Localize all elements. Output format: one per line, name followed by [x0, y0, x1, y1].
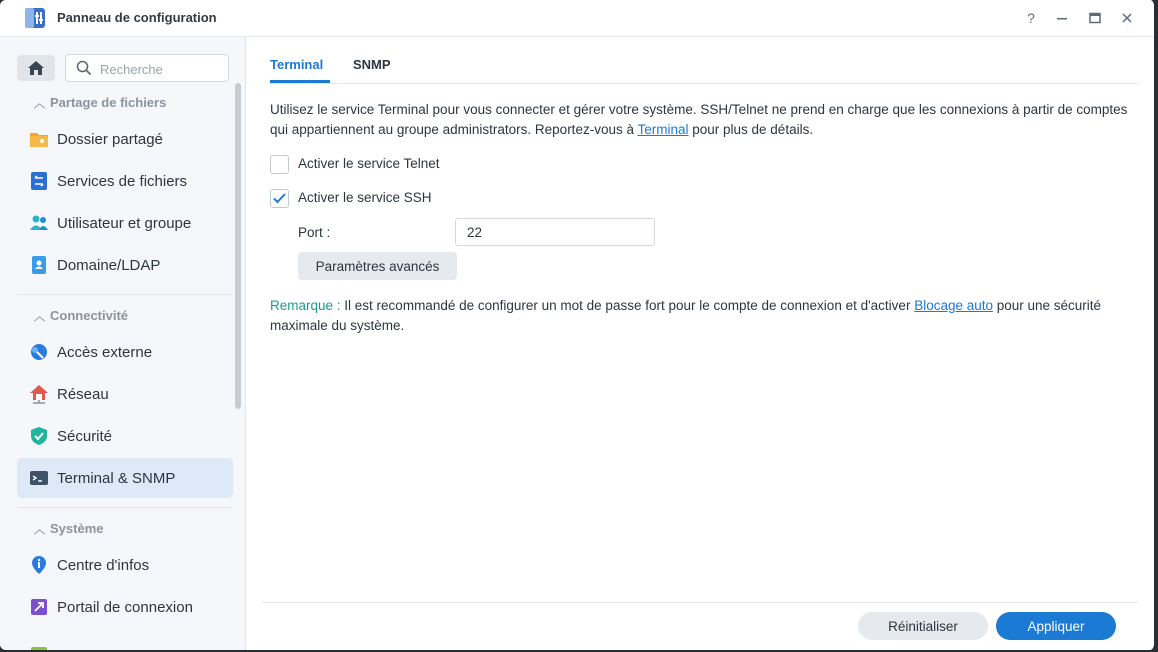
sidebar-item-terminal-snmp[interactable]: [17, 458, 233, 498]
section-header-system[interactable]: [34, 521, 103, 537]
checkmark-icon: [271, 190, 288, 207]
terminal-help-link[interactable]: Terminal: [637, 122, 689, 137]
apply-button[interactable]: Appliquer: [996, 612, 1116, 640]
domain-ldap-icon: [29, 255, 49, 275]
minimize-icon: [1056, 12, 1068, 24]
advanced-settings-button[interactable]: Paramètres avancés: [298, 252, 457, 280]
security-note: [270, 296, 1140, 336]
close-icon: [1121, 12, 1133, 24]
tab-terminal[interactable]: Terminal: [270, 57, 324, 72]
home-icon: [27, 60, 45, 76]
control-panel-app-icon: [24, 7, 46, 29]
sidebar-item-security[interactable]: [17, 416, 233, 456]
user-group-icon: [29, 213, 49, 233]
section-header-connectivity[interactable]: [34, 308, 128, 324]
port-label: Port :: [298, 225, 331, 240]
sidebar-item-domain-ldap[interactable]: [17, 245, 233, 285]
login-portal-icon: [29, 597, 49, 617]
network-icon: [29, 384, 49, 404]
sidebar-item-network[interactable]: [17, 374, 233, 414]
note-label: Remarque :: [270, 298, 341, 313]
reset-button[interactable]: Réinitialiser: [858, 612, 988, 640]
section-divider: [17, 294, 232, 295]
title-bar: [0, 0, 1154, 37]
active-tab-indicator: [270, 80, 330, 83]
sidebar-item-label: Portail de connexion: [57, 599, 193, 616]
terminal-description: [270, 100, 1140, 140]
maximize-icon: [1089, 12, 1101, 24]
main-content: [246, 37, 1154, 650]
info-center-icon: [29, 555, 49, 575]
sidebar-item-external-access[interactable]: [17, 332, 233, 372]
section-title: Connectivité: [50, 308, 129, 323]
chevron-up-icon: ︿: [34, 98, 45, 110]
sidebar-item-label: Accès externe: [57, 344, 153, 361]
sidebar-item-label: Domaine/LDAP: [57, 257, 161, 274]
minimize-button[interactable]: [1052, 8, 1072, 28]
close-button[interactable]: [1117, 8, 1137, 28]
note-text-end: pour une sécurité maximale du système.: [270, 298, 1102, 333]
port-input[interactable]: [455, 218, 655, 246]
sidebar-item-info-center[interactable]: [17, 545, 233, 585]
home-button[interactable]: [17, 55, 55, 81]
sidebar-item-label: Terminal & SNMP: [57, 470, 176, 487]
tab-snmp[interactable]: SNMP: [353, 57, 391, 72]
sidebar-item-shared-folder[interactable]: [17, 119, 233, 159]
ssh-checkbox[interactable]: [270, 189, 289, 208]
note-text: Il est recommandé de configurer un mot de passe fort pour le compte de connexion et d'activer: [340, 298, 915, 313]
section-title: Système: [50, 521, 104, 536]
security-shield-icon: [29, 426, 49, 446]
auto-block-link[interactable]: Blocage auto: [914, 298, 993, 313]
chevron-up-icon: ︿: [34, 524, 45, 536]
sidebar-scrollbar[interactable]: [235, 83, 241, 409]
search-input[interactable]: [98, 59, 222, 79]
external-access-icon: [29, 342, 49, 362]
terminal-icon: [29, 468, 49, 488]
section-title: Partage de fichiers: [50, 95, 167, 110]
search-icon: [76, 60, 92, 76]
section-header-file-sharing[interactable]: [34, 95, 166, 111]
section-divider: [17, 507, 232, 508]
search-box: [65, 54, 229, 82]
maximize-button[interactable]: [1085, 8, 1105, 28]
partial-icon: [29, 639, 49, 650]
shared-folder-icon: [29, 129, 49, 149]
help-button[interactable]: ?: [1027, 10, 1035, 26]
sidebar-item-partial[interactable]: [17, 629, 233, 650]
sidebar-item-login-portal[interactable]: [17, 587, 233, 627]
sidebar-item-label: Services de fichiers: [57, 173, 188, 190]
sidebar-item-label: Réseau: [57, 386, 109, 403]
telnet-checkbox[interactable]: [270, 155, 289, 174]
sidebar-item-label: Utilisateur et groupe: [57, 215, 192, 232]
sidebar-item-label: Centre d'infos: [57, 557, 150, 574]
footer-divider: [262, 602, 1138, 603]
sidebar: [0, 37, 246, 650]
window-title: Panneau de configuration: [57, 10, 217, 25]
sidebar-item-user-group[interactable]: [17, 203, 233, 243]
description-text-end: pour plus de détails.: [688, 122, 814, 137]
sidebar-item-label: Dossier partagé: [57, 131, 163, 148]
description-text: Utilisez le service Terminal pour vous connecter et gérer votre système. SSH/Telnet ne prend en charge que les connexions à partir de comptes qui appartiennent au groupe administrators. Reportez-vous à: [270, 102, 1128, 137]
telnet-label: Activer le service Telnet: [298, 156, 440, 171]
ssh-label: Activer le service SSH: [298, 190, 432, 205]
sidebar-item-label: Sécurité: [57, 428, 113, 445]
sidebar-item-file-services[interactable]: [17, 161, 233, 201]
file-services-icon: [29, 171, 49, 191]
chevron-up-icon: ︿: [34, 311, 45, 323]
tab-bar: [270, 37, 1138, 84]
